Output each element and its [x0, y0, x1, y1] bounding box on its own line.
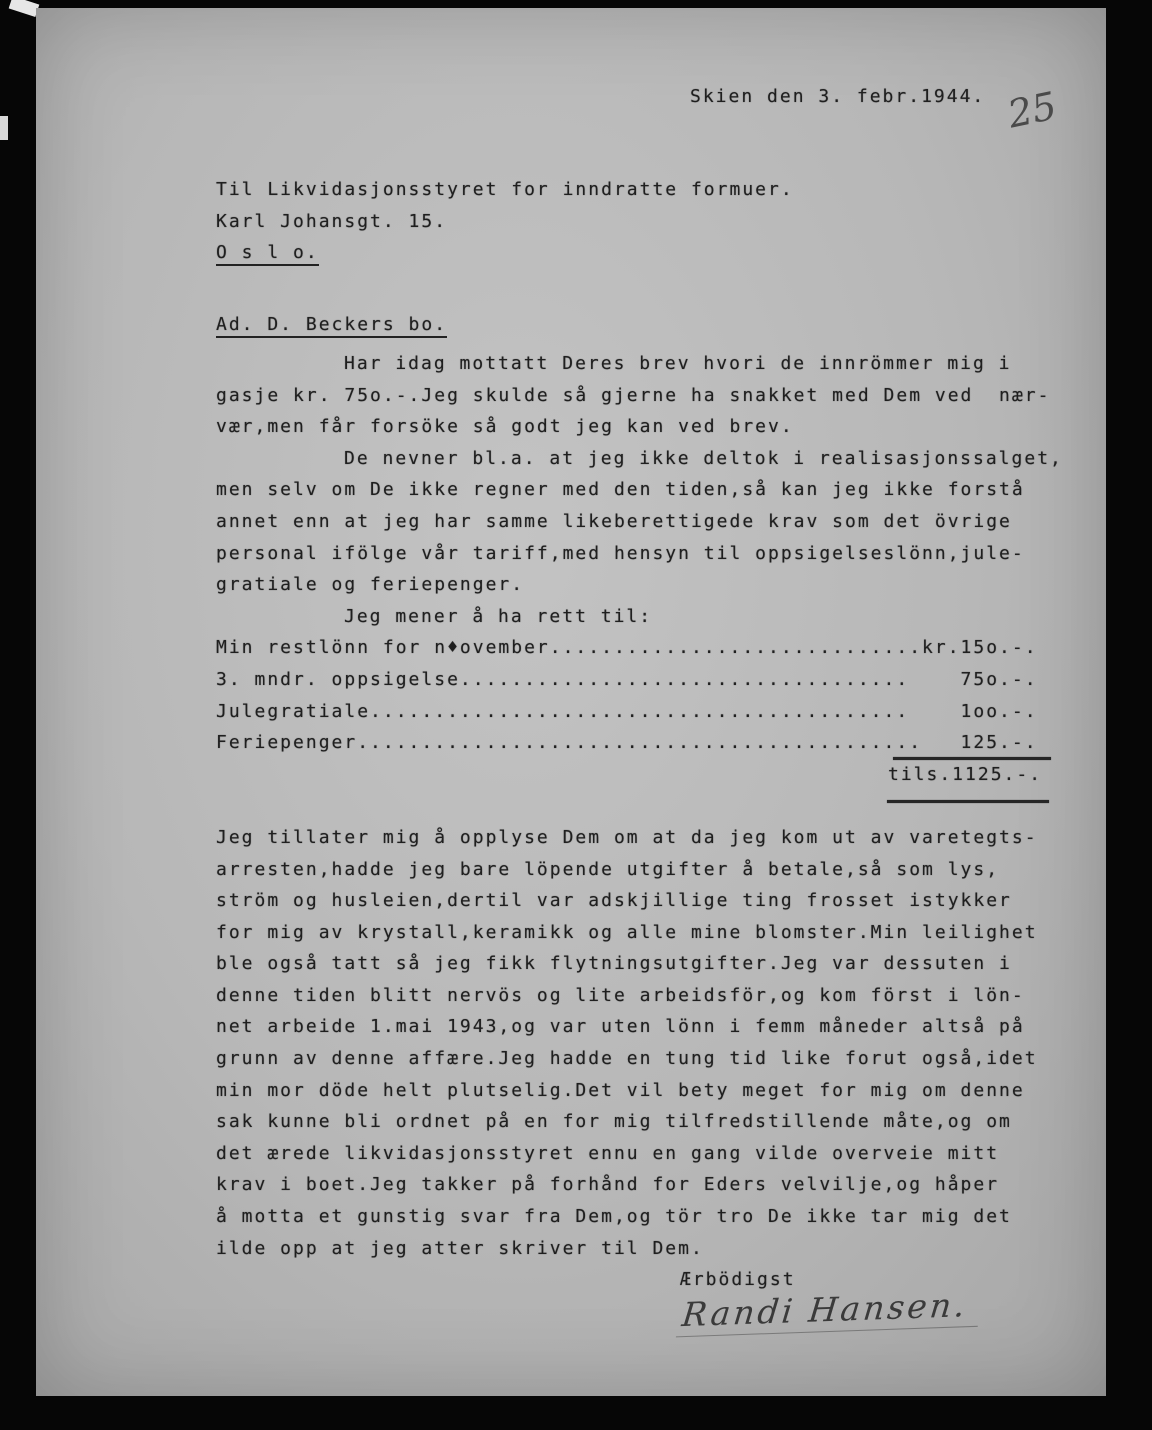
handwritten-page-number: 25 [1003, 83, 1061, 137]
letter-line: personal ifölge vår tariff,med hensyn til oppsigelseslönn,jule- [216, 542, 1025, 564]
letter-line: for mig av krystall,keramikk og alle mine blomster.Min leilighet [216, 921, 1038, 943]
letter-line: men selv om De ikke regner med den tiden,så kan jeg ikke forstå [216, 479, 1025, 501]
recipient-line: Karl Johansgt. 15. [216, 210, 448, 232]
subject-line [216, 314, 447, 335]
letter-line: ström og husleien,dertil var adskjillige ting frosset istykker [216, 890, 1012, 912]
scan-artifact-top-left [9, 0, 40, 17]
date-line: Skien den 3. febr.1944. [690, 86, 986, 107]
claim-line-julegratiale: Julegratiale.......................................... 1oo.-. [216, 700, 1038, 722]
letter-line: min mor döde helt plutselig.Det vil bety meget for mig om denne [216, 1079, 1025, 1101]
letter-line: å motta et gunstig svar fra Dem,og tör tro De ikke tar mig det [216, 1206, 1012, 1228]
letter-line: arresten,hadde jeg bare löpende utgifter å betale,så som lys, [216, 858, 1000, 880]
letter-line: De nevner bl.a. at jeg ikke deltok i realisasjonssalget, [344, 447, 1063, 469]
letter-line: Jeg tillater mig å opplyse Dem om at da jeg kom ut av varetegts- [216, 826, 1038, 848]
recipient-city-text: O s l o. [216, 242, 319, 266]
letter-line: grunn av denne affære.Jeg hadde en tung tid like forut også,idet [216, 1048, 1038, 1070]
claims-total: tils.1125.-. [888, 763, 1043, 785]
letter-line: Har idag mottatt Deres brev hvori de innrömmer mig i [344, 353, 1012, 374]
underline-feriepenger-amount [893, 757, 1051, 760]
handwritten-signature: Randi Hansen. [676, 1285, 982, 1338]
recipient-address-block [216, 174, 794, 269]
letter-body [216, 348, 1076, 1296]
closing-salutation: Ærbödigst [680, 1269, 796, 1291]
letter-line: annet enn at jeg har samme likeberettigede krav som det övrige [216, 510, 1012, 532]
letter-page [36, 8, 1106, 1396]
letter-line: ilde opp at jeg atter skriver til Dem. [216, 1237, 704, 1259]
letter-line: krav i boet.Jeg takker på forhånd for Eders velvilje,og håper [216, 1174, 1000, 1196]
letter-line: gasje kr. 75o.-.Jeg skulde så gjerne ha snakket med Dem ved nær- [216, 384, 1051, 406]
letter-line: gratiale og feriepenger. [216, 574, 525, 596]
letter-line: ble også tatt så jeg fikk flytningsutgifter.Jeg var dessuten i [216, 953, 1012, 975]
letter-line: denne tiden blitt nervös og lite arbeidsför,og kom först i lön- [216, 984, 1025, 1006]
underline-total [887, 800, 1049, 803]
scan-artifact-left-edge [0, 116, 8, 140]
letter-line: det ærede likvidasjonsstyret ennu en gang vilde overveie mitt [216, 1142, 1000, 1164]
claims-intro: Jeg mener å ha rett til: [344, 605, 653, 627]
letter-line: net arbeide 1.mai 1943,og var uten lönn i femm måneder altså på [216, 1016, 1025, 1038]
recipient-line: Til Likvidasjonsstyret for inndratte formuer. [216, 179, 794, 200]
letter-line: vær,men får forsöke så godt jeg kan ved brev. [216, 416, 794, 438]
claim-line-feriepenger: Feriepenger............................................ 125.-. [216, 732, 1038, 754]
claim-line-restlonn: Min restlönn for n♦ovember.............................kr.15o.-. [216, 637, 1038, 659]
letter-line: sak kunne bli ordnet på en for mig tilfredstillende måte,og om [216, 1111, 1012, 1133]
blank-line [216, 790, 1076, 822]
claim-line-oppsigelse: 3. mndr. oppsigelse................................... 75o.-. [216, 668, 1038, 690]
subject-text: Ad. D. Beckers bo. [216, 314, 447, 338]
recipient-city [216, 237, 794, 269]
